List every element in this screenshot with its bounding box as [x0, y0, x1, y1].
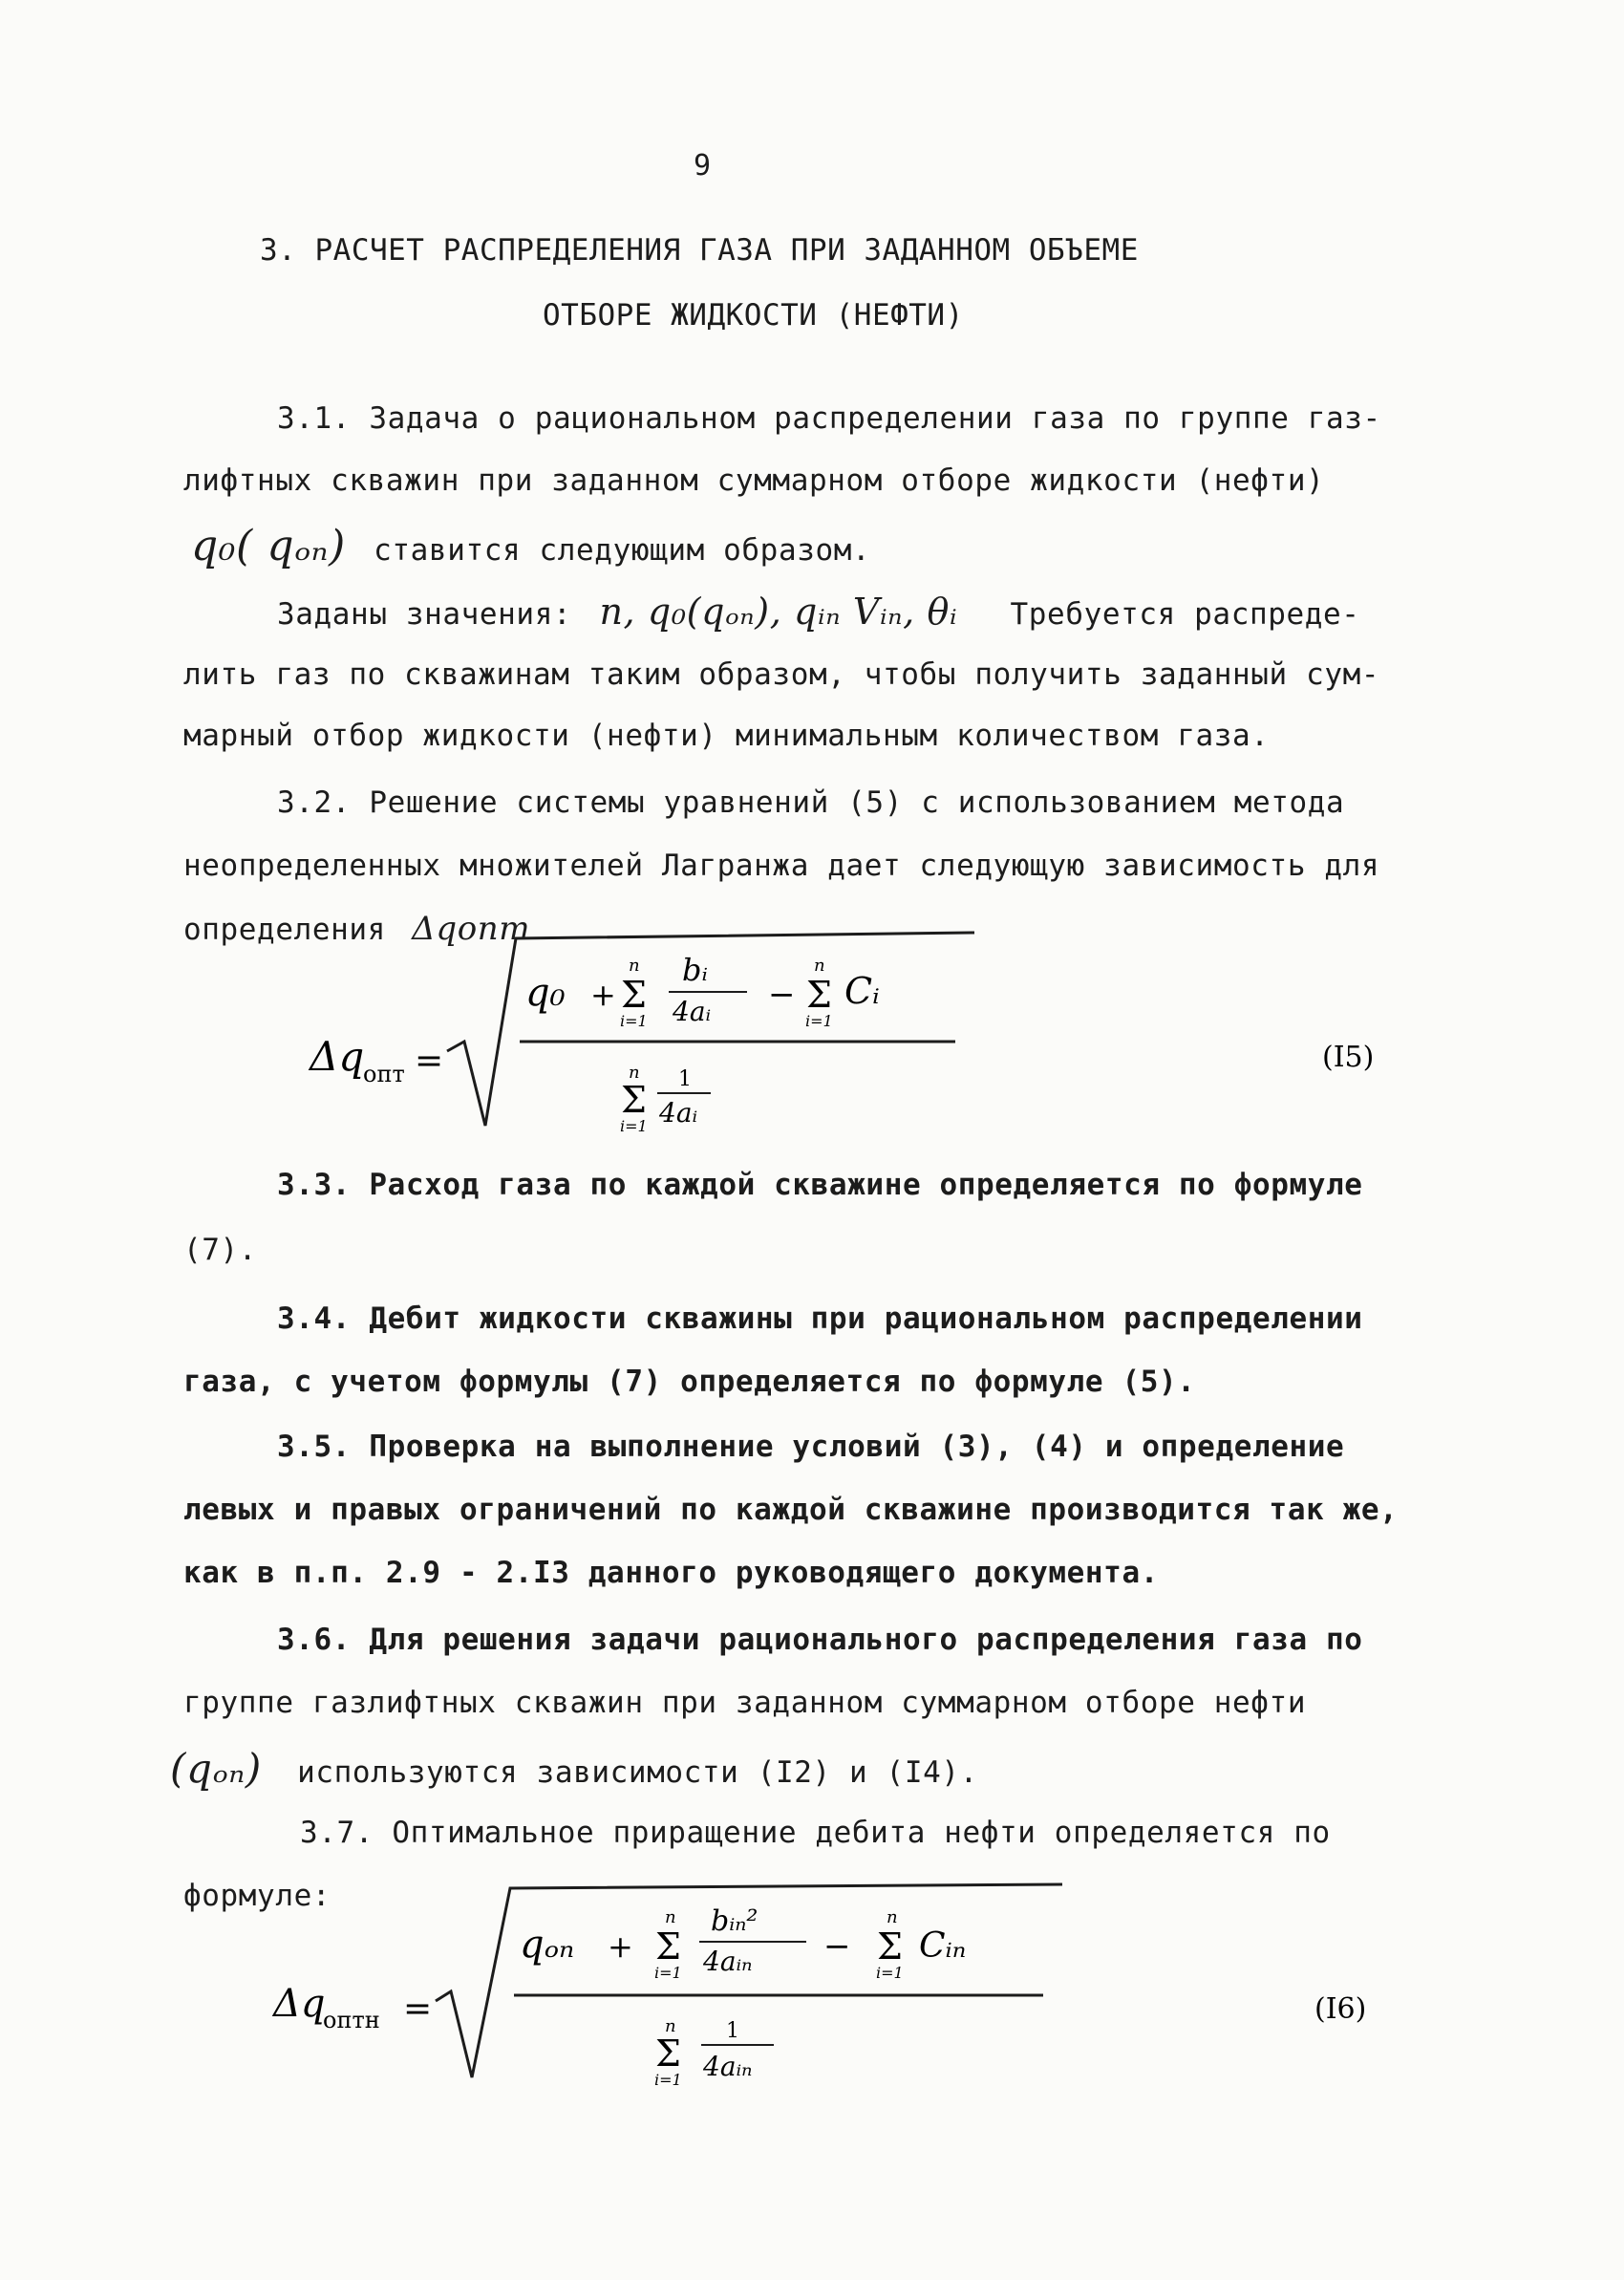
formula-15-num-q: q₀ — [525, 971, 566, 1015]
formula-16-minus: − — [823, 1927, 851, 1966]
s31-line-4 — [277, 591, 1360, 633]
s36-line-2: группе газлифтных скважин при заданном суммарном отборе нефти — [183, 1686, 1307, 1720]
formula-16-sum1-lower: i=1 — [654, 1964, 682, 1982]
formula-15-minus: − — [768, 976, 796, 1014]
formula-16-den-frac-num: 1 — [726, 2019, 739, 2043]
formula-16-num-q: qₒₙ — [520, 1923, 575, 1967]
formula-16-lhs-subscript: оптн — [323, 2007, 380, 2033]
formula-15-den-sigma: Σ — [621, 1079, 647, 1121]
s32-line-1: 3.2. Решение системы уравнений (5) с использованием метода — [277, 785, 1345, 820]
s33-line-1: 3.3. Расход газа по каждой скважине определяется по формуле — [277, 1168, 1363, 1202]
formula-15-plus: + — [590, 977, 616, 1013]
formula-16-sum2-sigma: Σ — [877, 1925, 903, 1968]
formula-16-equals: = — [403, 1990, 433, 2029]
formula-16-den-frac-den: 4aᵢₙ — [703, 2051, 753, 2082]
formula-16-frac1-den: 4aᵢₙ — [703, 1946, 753, 1977]
formula-15-sum2-sigma: Σ — [806, 974, 832, 1016]
formula-16-plus: + — [608, 1928, 633, 1965]
s36-qon-expression: (qₒₙ) — [170, 1745, 262, 1792]
s36-line-3-text: используются зависимости (I2) и (I4). — [297, 1755, 978, 1790]
formula-15-den-sum-lower: i=1 — [620, 1117, 648, 1135]
s31-line-2: лифтных скважин при заданном суммарном отборе жидкости (нефти) — [183, 463, 1325, 498]
formula-16-den-sum-lower: i=1 — [654, 2071, 682, 2089]
s34-line-1: 3.4. Дебит жидкости скважины при рациональном распределении — [277, 1301, 1363, 1336]
formula-15-c-term: Cᵢ — [844, 970, 880, 1012]
s31-q0-expression: q₀( qₒₙ) — [191, 522, 346, 570]
s32-line-3-text: определения — [183, 913, 386, 947]
formula-15-frac1-den: 4aᵢ — [673, 996, 712, 1027]
formula-15-sum1-upper: n — [629, 956, 640, 976]
section-heading-line-1: 3. РАСЧЕТ РАСПРЕДЕЛЕНИЯ ГАЗА ПРИ ЗАДАННОМ ОБЪЕМЕ — [260, 233, 1139, 268]
s37-line-1: 3.7. Оптимальное приращение дебита нефти определяется по — [300, 1816, 1331, 1850]
formula-16-sum2-lower: i=1 — [876, 1964, 904, 1982]
s35-line-1: 3.5. Проверка на выполнение условий (3), (4) и определение — [277, 1430, 1345, 1464]
formula-15-frac1-num: bᵢ — [682, 952, 708, 988]
formula-16 — [260, 1875, 1464, 2104]
s31-line-1: 3.1. Задача о рациональном распределении газа по группе газ- — [277, 401, 1381, 436]
formula-16-den-sum-upper: n — [665, 2016, 676, 2036]
formula-15-den-frac-num: 1 — [678, 1067, 692, 1091]
formula-15-sum1-lower: i=1 — [620, 1012, 648, 1030]
s31-given-values-lead: Заданы значения: — [277, 597, 572, 632]
s35-line-2: левых и правых ограничений по каждой скважине производится так же, — [183, 1493, 1399, 1527]
section-heading-line-2: ОТБОРЕ ЖИДКОСТИ (НЕФТИ) — [543, 298, 964, 333]
formula-16-lhs: Δq — [273, 1982, 326, 2026]
s35-line-3: как в п.п. 2.9 - 2.I3 данного руководящего документа. — [183, 1556, 1159, 1590]
formula-16-sum1-upper: n — [665, 1907, 676, 1927]
s31-line-4-tail: Требуется распреде- — [1010, 597, 1360, 632]
s32-delta-q-expression: Δqопт — [412, 910, 531, 948]
formula-15-sum1-sigma: Σ — [621, 974, 647, 1016]
formula-15-den-frac-den: 4aᵢ — [659, 1097, 698, 1129]
s34-line-2: газа, с учетом формулы (7) определяется по формуле (5). — [183, 1365, 1196, 1399]
formula-16-c-term: Cᵢₙ — [919, 1926, 967, 1966]
s36-line-1: 3.6. Для решения задачи рационального распределения газа по — [277, 1623, 1363, 1657]
formula-15-label: (I5) — [1322, 1041, 1375, 1074]
s31-line-6: марный отбор жидкости (нефти) минимальным количеством газа. — [183, 719, 1270, 753]
s37-line-2: формуле: — [183, 1879, 331, 1913]
formula-16-sum1-sigma: Σ — [655, 1925, 681, 1968]
s31-line-3 — [191, 522, 870, 570]
s31-line-3-text: ставится следующим образом. — [374, 533, 871, 568]
formula-16-frac1-num: bᵢₙ² — [711, 1904, 759, 1938]
formula-15-sum2-lower: i=1 — [805, 1012, 833, 1030]
formula-15-lhs-subscript: опт — [363, 1061, 405, 1087]
formula-16-den-sigma: Σ — [655, 2033, 681, 2075]
formula-16-sum2-upper: n — [887, 1907, 898, 1927]
formula-15-lhs: Δq — [310, 1033, 365, 1080]
formula-15-radical — [447, 933, 974, 1126]
page-number: 9 — [694, 149, 712, 183]
formula-15-den-sum-upper: n — [629, 1063, 640, 1083]
s33-line-2: (7). — [183, 1233, 258, 1267]
s31-given-values-expression: n, q₀(qₒₙ), qᵢₙ Vᵢₙ, θᵢ — [599, 591, 958, 633]
formula-16-label: (I6) — [1314, 1992, 1367, 2026]
formula-15-sum2-upper: n — [814, 956, 825, 976]
formula-15-equals: = — [415, 1042, 444, 1081]
s31-line-5: лить газ по скважинам таким образом, чтобы получить заданный сум- — [183, 657, 1380, 692]
formula-15 — [287, 908, 1481, 1151]
s36-line-3 — [170, 1745, 978, 1792]
s32-line-2: неопределенных множителей Лагранжа дает следующую зависимость для — [183, 849, 1380, 883]
